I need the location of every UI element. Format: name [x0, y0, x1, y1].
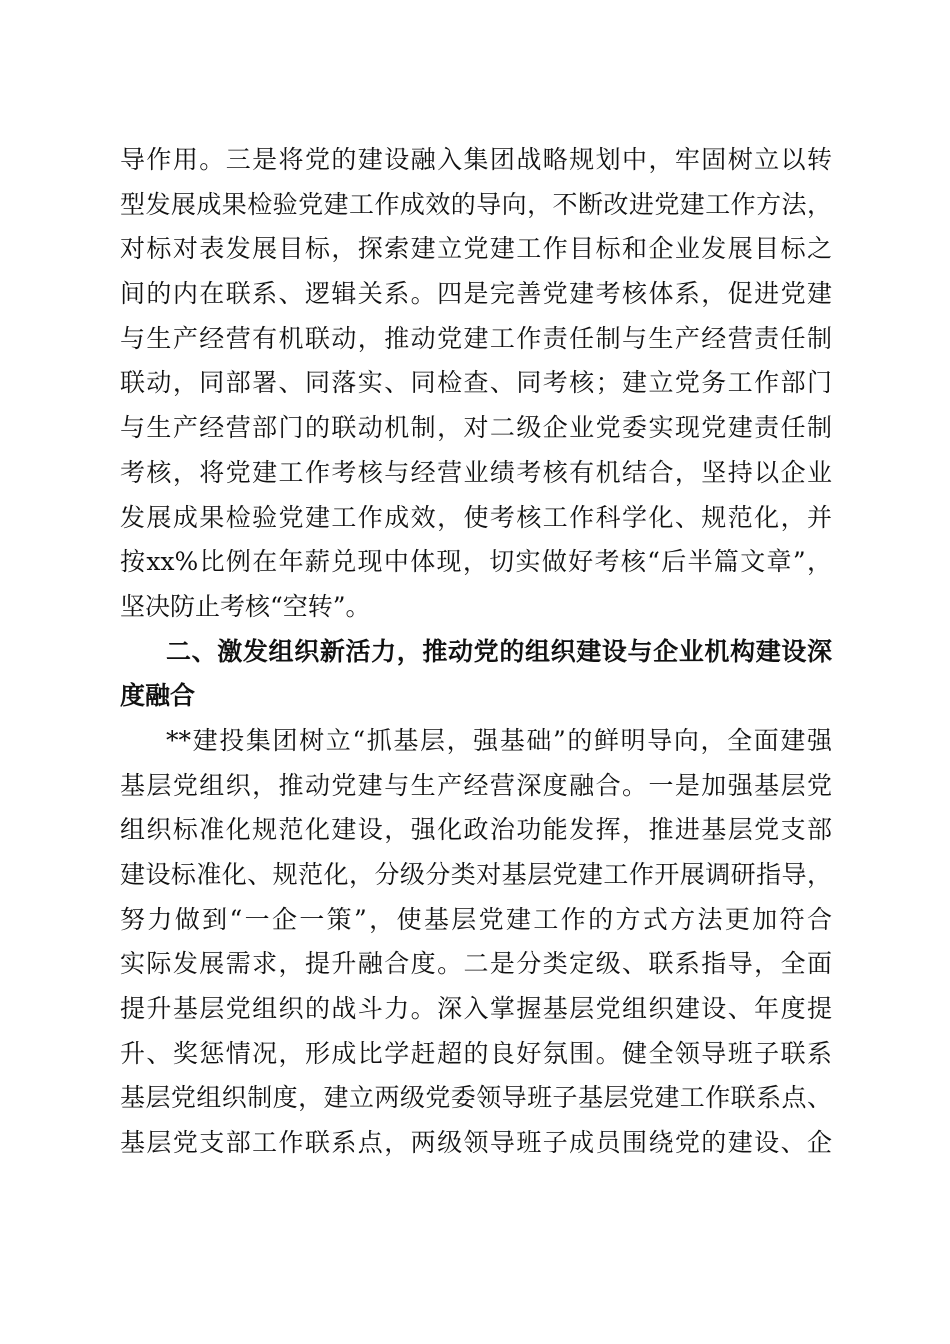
body-line-21: 基层党支部工作联系点，两级领导班子成员围绕党的建设、企 [120, 1128, 832, 1158]
body-line-3: 对标对表发展目标，探索建立党建工作目标和企业发展目标之 [120, 234, 832, 264]
body-line-13: 基层党组织，推动党建与生产经营深度融合。一是加强基层党 [120, 770, 832, 800]
body-line-6: 联动，同部署、同落实、同检查、同考核；建立党务工作部门 [120, 368, 832, 398]
body-line-1: 导作用。三是将党的建设融入集团战略规划中，牢固树立以转 [120, 145, 832, 174]
body-line-12: **建投集团树立“抓基层，强基础”的鲜明导向，全面建强 [166, 725, 832, 755]
body-line-18: 提升基层党组织的战斗力。深入掌握基层党组织建设、年度提 [120, 994, 832, 1024]
body-line-16: 努力做到“一企一策”，使基层党建工作的方式方法更加符合 [120, 904, 832, 934]
section-heading-line-2: 度融合 [120, 681, 196, 711]
body-line-10: 按xx%比例在年薪兑现中体现，切实做好考核“后半篇文章”， [120, 547, 832, 577]
body-line-7: 与生产经营部门的联动机制，对二级企业党委实现党建责任制 [120, 413, 832, 443]
body-line-4: 间的内在联系、逻辑关系。四是完善党建考核体系，促进党建 [120, 279, 832, 309]
body-line-8: 考核，将党建工作考核与经营业绩考核有机结合，坚持以企业 [120, 457, 832, 487]
body-line-17: 实际发展需求，提升融合度。二是分类定级、联系指导，全面 [120, 949, 832, 979]
body-line-5: 与生产经营有机联动，推动党建工作责任制与生产经营责任制 [120, 323, 832, 353]
body-line-11: 坚决防止考核“空转”。 [120, 591, 371, 621]
body-line-15: 建设标准化、规范化，分级分类对基层党建工作开展调研指导， [120, 860, 832, 889]
body-line-2: 型发展成果检验党建工作成效的导向，不断改进党建工作方法， [120, 189, 832, 219]
section-heading-line-1: 二、激发组织新活力，推动党的组织建设与企业机构建设深 [166, 636, 832, 666]
body-line-20: 基层党组织制度，建立两级党委领导班子基层党建工作联系点、 [120, 1083, 832, 1113]
body-line-19: 升、奖惩情况，形成比学赶超的良好氛围。健全领导班子联系 [120, 1038, 832, 1068]
body-line-9: 发展成果检验党建工作成效，使考核工作科学化、规范化，并 [120, 502, 832, 532]
body-line-14: 组织标准化规范化建设，强化政治功能发挥，推进基层党支部 [120, 815, 832, 845]
document-body [120, 138, 832, 1166]
